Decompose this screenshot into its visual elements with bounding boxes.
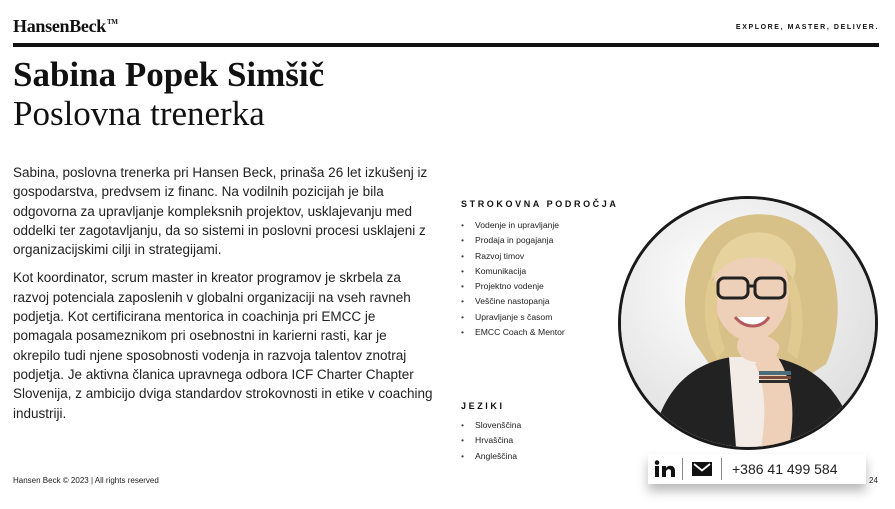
expertise-item: • Prodaja in pogajanja [461, 233, 565, 248]
expertise-item: • EMCC Coach & Mentor [461, 325, 565, 340]
portrait-photo [618, 196, 878, 450]
expertise-title: STROKOVNA PODROČJA [461, 199, 619, 209]
expertise-item: • Komunikacija [461, 264, 565, 279]
linkedin-icon[interactable] [648, 460, 682, 478]
portrait-illustration [621, 199, 875, 447]
language-item: • Slovenščina [461, 418, 521, 433]
logo-tm: TM [107, 18, 118, 26]
logo [13, 16, 118, 37]
expertise-item: • Vodenje in upravljanje [461, 218, 565, 233]
contact-bar [648, 454, 866, 484]
footer-copyright: Hansen Beck © 2023 | All rights reserved [13, 476, 159, 485]
bio-paragraph: Kot koordinator, scrum master in kreator programov je skrbela za razvoj potenciala zaposlenih v globalni organizaciji na vseh ravneh podjetja. Kot certificirana mentorica in coachinja pri EMCC je pomagala posameznikom pri osebnostni in karierni rasti, kar je okrepilo tudi njene sposobnosti vodenja in razvoja talentov znotraj podjetja. Je aktivna članica upravnega odbora ICF Charter Chapter Slovenija, z ambicijo dviga standardov strokovnosti in etike v coaching industriji. [13, 270, 433, 421]
email-icon[interactable] [683, 461, 721, 477]
header-divider [13, 43, 879, 47]
logo-text: HansenBeck [13, 16, 107, 36]
phone-number[interactable]: +386 41 499 584 [732, 461, 838, 477]
tagline: EXPLORE, MASTER, DELIVER. [735, 24, 879, 31]
page-number: 24 [869, 476, 878, 485]
expertise-item: • Veščine nastopanja [461, 294, 565, 309]
expertise-item: • Upravljanje s časom [461, 310, 565, 325]
languages-list [461, 418, 521, 464]
expertise-list [461, 218, 565, 340]
languages-title: JEZIKI [461, 401, 505, 411]
expertise-item: • Razvoj timov [461, 249, 565, 264]
expertise-item: • Projektno vodenje [461, 279, 565, 294]
bio-paragraph: Sabina, poslovna trenerka pri Hansen Beck, prinaša 26 let izkušenj iz gospodarstva, predvsem iz financ. Na vodilnih pozicijah je bila odgovorna za upravljanje kompleksnih projektov, usklajevanju med oddelki ter zagotavljanju, da so sistemi in poslovni procesi usklajeni z organizacijskimi cilji in strategijami. [13, 165, 428, 258]
profile-role: Poslovna trenerka [13, 94, 265, 133]
profile-name: Sabina Popek Simšič [13, 55, 325, 94]
bio-text [13, 163, 433, 432]
language-item: • Angleščina [461, 449, 521, 464]
language-item: • Hrvaščina [461, 433, 521, 448]
